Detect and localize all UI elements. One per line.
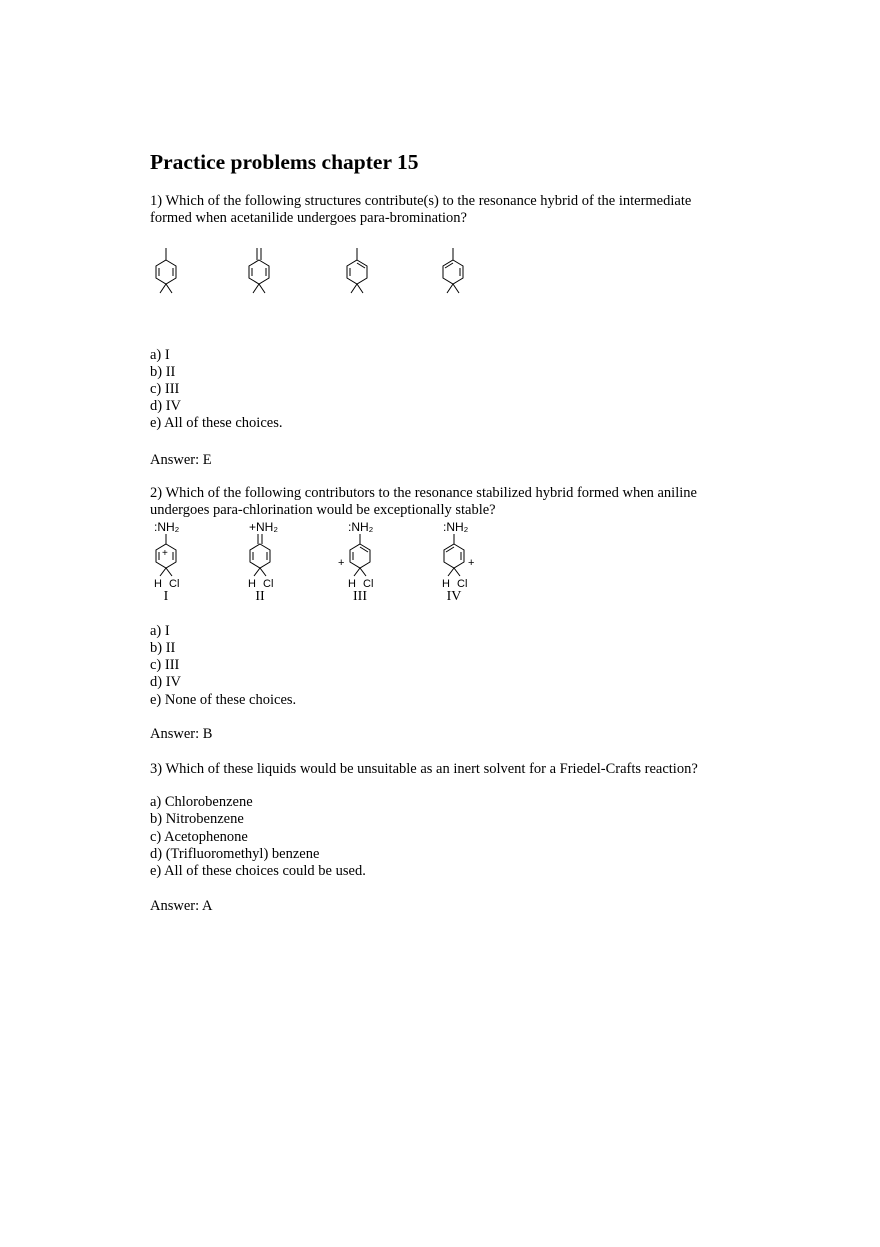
q2-s1-cl: Cl [169,578,180,590]
q2-structure-1 [146,516,196,591]
q2-s3-h: H [348,578,356,590]
q1-option-d: d) IV [150,398,182,414]
q2-option-c: c) III [150,657,180,673]
q2-option-d: d) IV [150,674,182,690]
q2-s2-h: H [248,578,256,590]
q1-option-a: a) I [150,347,170,363]
q2-structure-1-label: I [163,589,169,604]
q2-structure-3 [336,516,388,591]
q3-option-e: e) All of these choices could be used. [150,863,366,879]
q2-option-e: e) None of these choices. [150,692,297,708]
q1-structure-2 [239,246,284,301]
q2-s4-h: H [442,578,450,590]
q3-option-b: b) Nitrobenzene [150,811,244,827]
q3-option-d: d) (Trifluoromethyl) benzene [150,846,320,862]
q1-answer: Answer: E [150,452,212,468]
q2-s4-cl: Cl [457,578,468,590]
q2-s3-charge: + [338,557,345,569]
q1-structure-3 [337,246,382,301]
q2-s2-top-group: +NH₂ [249,520,278,534]
q2-s1-top-group: :NH₂ [154,520,180,534]
q1-structure-1 [146,246,191,301]
q1-structure-4 [433,246,478,301]
q1-option-e: e) All of these choices. [150,415,283,431]
q2-s2-cl: Cl [263,578,274,590]
question-1-text-line-2: formed when acetanilide undergoes para-bromination? [150,210,467,226]
q3-option-a: a) Chlorobenzene [150,794,253,810]
q2-structure-2 [240,516,290,591]
q3-option-c: c) Acetophenone [150,829,248,845]
page-title: Practice problems chapter 15 [150,150,419,174]
q2-s1-h: H [154,578,162,590]
q2-s3-cl: Cl [363,578,374,590]
question-2-text-line-2: undergoes para-chlorination would be exceptionally stable? [150,502,496,518]
q1-option-b: b) II [150,364,176,380]
q2-option-b: b) II [150,640,176,656]
question-1-text-line-1: 1) Which of the following structures contribute(s) to the resonance hybrid of the intermediate [150,193,692,209]
q2-option-a: a) I [150,623,170,639]
q2-structure-2-label: II [255,589,265,604]
q2-structure-4 [432,516,484,591]
q2-s3-top-group: :NH₂ [348,520,374,534]
q2-answer: Answer: B [150,726,213,742]
q2-s1-charge: + [162,548,168,559]
q2-structure-4-label: IV [446,589,462,604]
q3-answer: Answer: A [150,898,213,914]
q2-s4-charge: + [468,557,475,569]
question-3-text: 3) Which of these liquids would be unsuitable as an inert solvent for a Friedel-Crafts reaction? [150,761,698,777]
q2-structure-3-label: III [353,589,367,604]
q2-s4-top-group: :NH₂ [443,520,469,534]
question-2-text-line-1: 2) Which of the following contributors to the resonance stabilized hybrid formed when aniline [150,485,697,501]
q1-option-c: c) III [150,381,180,397]
